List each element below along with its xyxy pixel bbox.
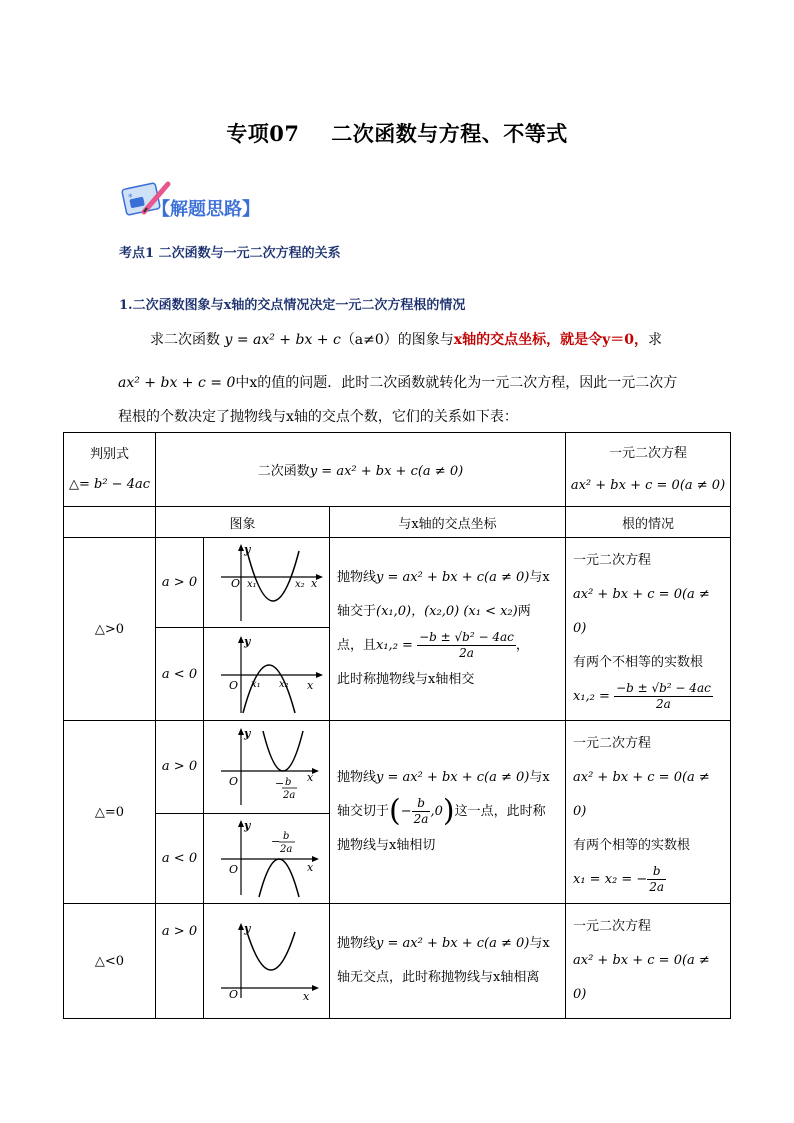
svg-text:−: − [270,835,280,849]
svg-text:O: O [228,863,238,877]
svg-text:x₂: x₂ [294,578,305,590]
svg-text:2a: 2a [279,844,292,856]
svg-text:x: x [302,990,309,1002]
table-row [64,904,731,1019]
table-header-row [64,433,731,507]
delta-cell: △<0 [64,904,156,1019]
delta-cell: △>0 [64,538,156,721]
badge-label: 【解题思路】 [152,199,260,220]
condition-cell: a > 0 [156,721,204,814]
intersection-cell: 抛物线y = ax² + bx + c(a ≠ 0)与x 轴交切于(− $\frac{b}{2a}$ ,0)这一点，此时称 抛物线与x轴相切 [330,721,566,904]
parabola-graph [207,920,327,1002]
svg-text:x: x [306,770,313,784]
svg-text:x₂: x₂ [278,679,289,691]
intersection-cell: 抛物线y = ax² + bx + c(a ≠ 0)与x 轴无交点，此时称抛物线与x轴相离 [330,904,566,1019]
graph-cell [204,628,330,721]
svg-text:b: b [282,831,289,843]
condition-cell: a < 0 [156,813,204,903]
intro-line-2: ax² + bx + c = 0中x的值的问题．此时二次函数就转化为一元二次方程，因此一元二次方 [118,375,678,391]
roots-cell: 一元二次方程 ax² + bx + c = 0(a ≠ 0) 有两个相等的实数根 x₁ = x₂ = − $\frac{b}{2a}$ [566,721,731,904]
highlight-text: x轴的交点坐标，就是令y＝0， [453,332,649,348]
svg-text:x: x [306,679,313,693]
graph-cell [204,813,330,903]
parabola-graph [207,725,327,809]
equation-formula: ax² + bx + c = 0 [118,375,236,391]
parabola-graph [207,541,327,625]
notepad-pencil-icon [118,178,283,226]
graph-column-header: 图象 [156,507,330,538]
svg-text:O: O [230,576,240,590]
intersection-cell: 抛物线y = ax² + bx + c(a ≠ 0)与x 轴交于(x₁,0)，(x₂,0) (x₁ < x₂)两 点，且x₁,₂ = $\frac{\text{−b ± √b² − 4ac}}{2a}$ ， 此时称抛物线与x轴相交 [330,538,566,721]
relation-table [63,432,731,1019]
svg-text:x: x [306,861,313,875]
svg-text:2a: 2a [282,789,295,801]
svg-text:y: y [243,922,250,935]
section-badge [118,178,283,230]
graph-cell [204,904,330,1019]
svg-text:y: y [243,542,250,556]
svg-text:y: y [243,726,250,740]
condition-cell: a > 0 [156,538,204,628]
svg-text:O: O [228,988,238,1001]
function-formula: y = ax² + bx + c [224,332,341,348]
graph-cell [204,721,330,814]
svg-text:x₁: x₁ [246,578,257,590]
intro-line-3: 程根的个数决定了抛物线与x轴的交点个数，它们的关系如下表： [118,409,518,425]
page-title: 专项07 二次函数与方程、不等式 [226,121,568,146]
svg-text:O: O [228,679,238,693]
graph-cell [204,538,330,628]
svg-text:y: y [243,819,250,833]
svg-text:*: * [128,193,133,203]
table-row [64,538,731,628]
roots-column-header: 根的情况 [566,507,731,538]
section-heading: 考点1 二次函数与一元二次方程的关系 [119,246,341,261]
delta-cell: △=0 [64,721,156,904]
table-subheader-row [64,507,731,538]
intersection-column-header: 与x轴的交点坐标 [330,507,566,538]
function-header: 二次函数y = ax² + bx + c(a ≠ 0) [156,433,566,507]
roots-cell: 一元二次方程 ax² + bx + c = 0(a ≠ 0) 有两个不相等的实数根 x₁,₂ = $\frac{\text{−b ± √b² − 4ac}}{2a}$ [566,538,731,721]
table-row [64,721,731,814]
condition-cell: a > 0 [156,904,204,1019]
roots-cell: 一元二次方程 ax² + bx + c = 0(a ≠ 0) [566,904,731,1019]
parabola-graph [207,817,327,899]
svg-text:x₁: x₁ [250,679,261,691]
svg-text:O: O [228,774,238,788]
svg-text:y: y [243,635,250,649]
svg-text:x: x [310,576,317,590]
svg-text:−: − [274,776,284,790]
svg-text:b: b [284,776,291,788]
parabola-graph [207,631,327,717]
discriminant-header: 判别式 △= b² − 4ac [64,433,156,507]
condition-cell: a < 0 [156,628,204,721]
intro-line-1: 求二次函数 y = ax² + bx + c（a≠0）的图象与x轴的交点坐标，就是令y＝0，求 [150,332,663,348]
equation-header: 一元二次方程 ax² + bx + c = 0(a ≠ 0) [566,433,731,507]
subheading: 1.二次函数图象与x轴的交点情况决定一元二次方程根的情况 [119,298,466,313]
